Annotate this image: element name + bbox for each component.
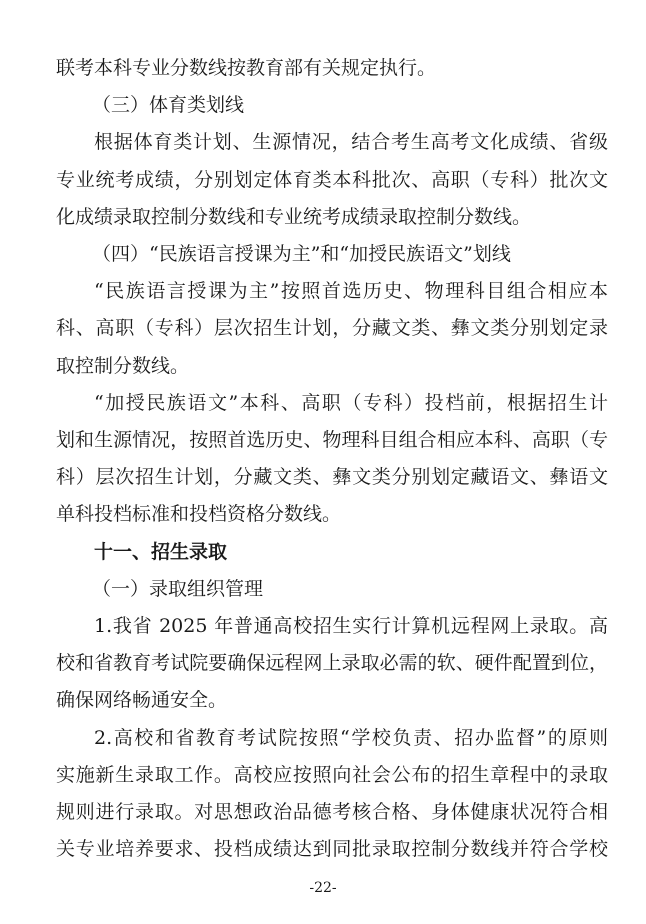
subsection-heading: （三）体育类划线 [92, 94, 245, 117]
subsection-heading: （一）录取组织管理 [92, 577, 264, 600]
body-text-line: 化成绩录取控制分数线和专业统考成绩录取控制分数线。 [56, 205, 532, 228]
body-text-line: 实施新生录取工作。高校应按照向社会公布的招生章程中的录取 [56, 763, 608, 786]
body-text-line: “加授民族语文”本科、高职（专科）投档前，根据招生计 [94, 391, 608, 414]
body-text-line: 关专业培养要求、投档成绩达到同批录取控制分数线并符合学校 [56, 838, 608, 861]
body-text-line: 根据体育类计划、生源情况，结合考生高考文化成绩、省级 [94, 131, 608, 154]
section-heading: 十一、招生录取 [94, 540, 228, 563]
subsection-heading: （四）“民族语言授课为主”和“加授民族语文”划线 [92, 243, 511, 265]
page-number: -22- [309, 880, 337, 896]
body-text-line: 专业统考成绩，分别划定体育类本科批次、高职（专科）批次文 [56, 168, 608, 191]
body-text-line: 联考本科专业分数线按教育部有关规定执行。 [56, 57, 437, 79]
body-text-line: 科、高职（专科）层次招生计划，分藏文类、彝文类分别划定录 [56, 317, 608, 340]
body-text-line: 1.我省 2025 年普通高校招生实行计算机远程网上录取。高 [94, 615, 608, 637]
body-text-line: 确保网络畅通安全。 [56, 689, 228, 712]
body-text-line: 2.高校和省教育考试院按照“学校负责、招办监督”的原则 [94, 726, 608, 749]
body-text-line: 校和省教育考试院要确保远程网上录取必需的软、硬件配置到位， [56, 652, 608, 675]
body-text-line: 划和生源情况，按照首选历史、物理科目组合相应本科、高职（专 [56, 429, 608, 451]
body-text-line: 单科投档标准和投档资格分数线。 [56, 503, 342, 526]
body-text-line: “民族语言授课为主”按照首选历史、物理科目组合相应本 [94, 280, 608, 303]
body-text-line: 科）层次招生计划，分藏文类、彝文类分别划定藏语文、彝语文 [56, 466, 608, 489]
body-text-line: 取控制分数线。 [56, 354, 190, 377]
body-text-line: 规则进行录取。对思想政治品德考核合格、身体健康状况符合相 [56, 801, 608, 823]
